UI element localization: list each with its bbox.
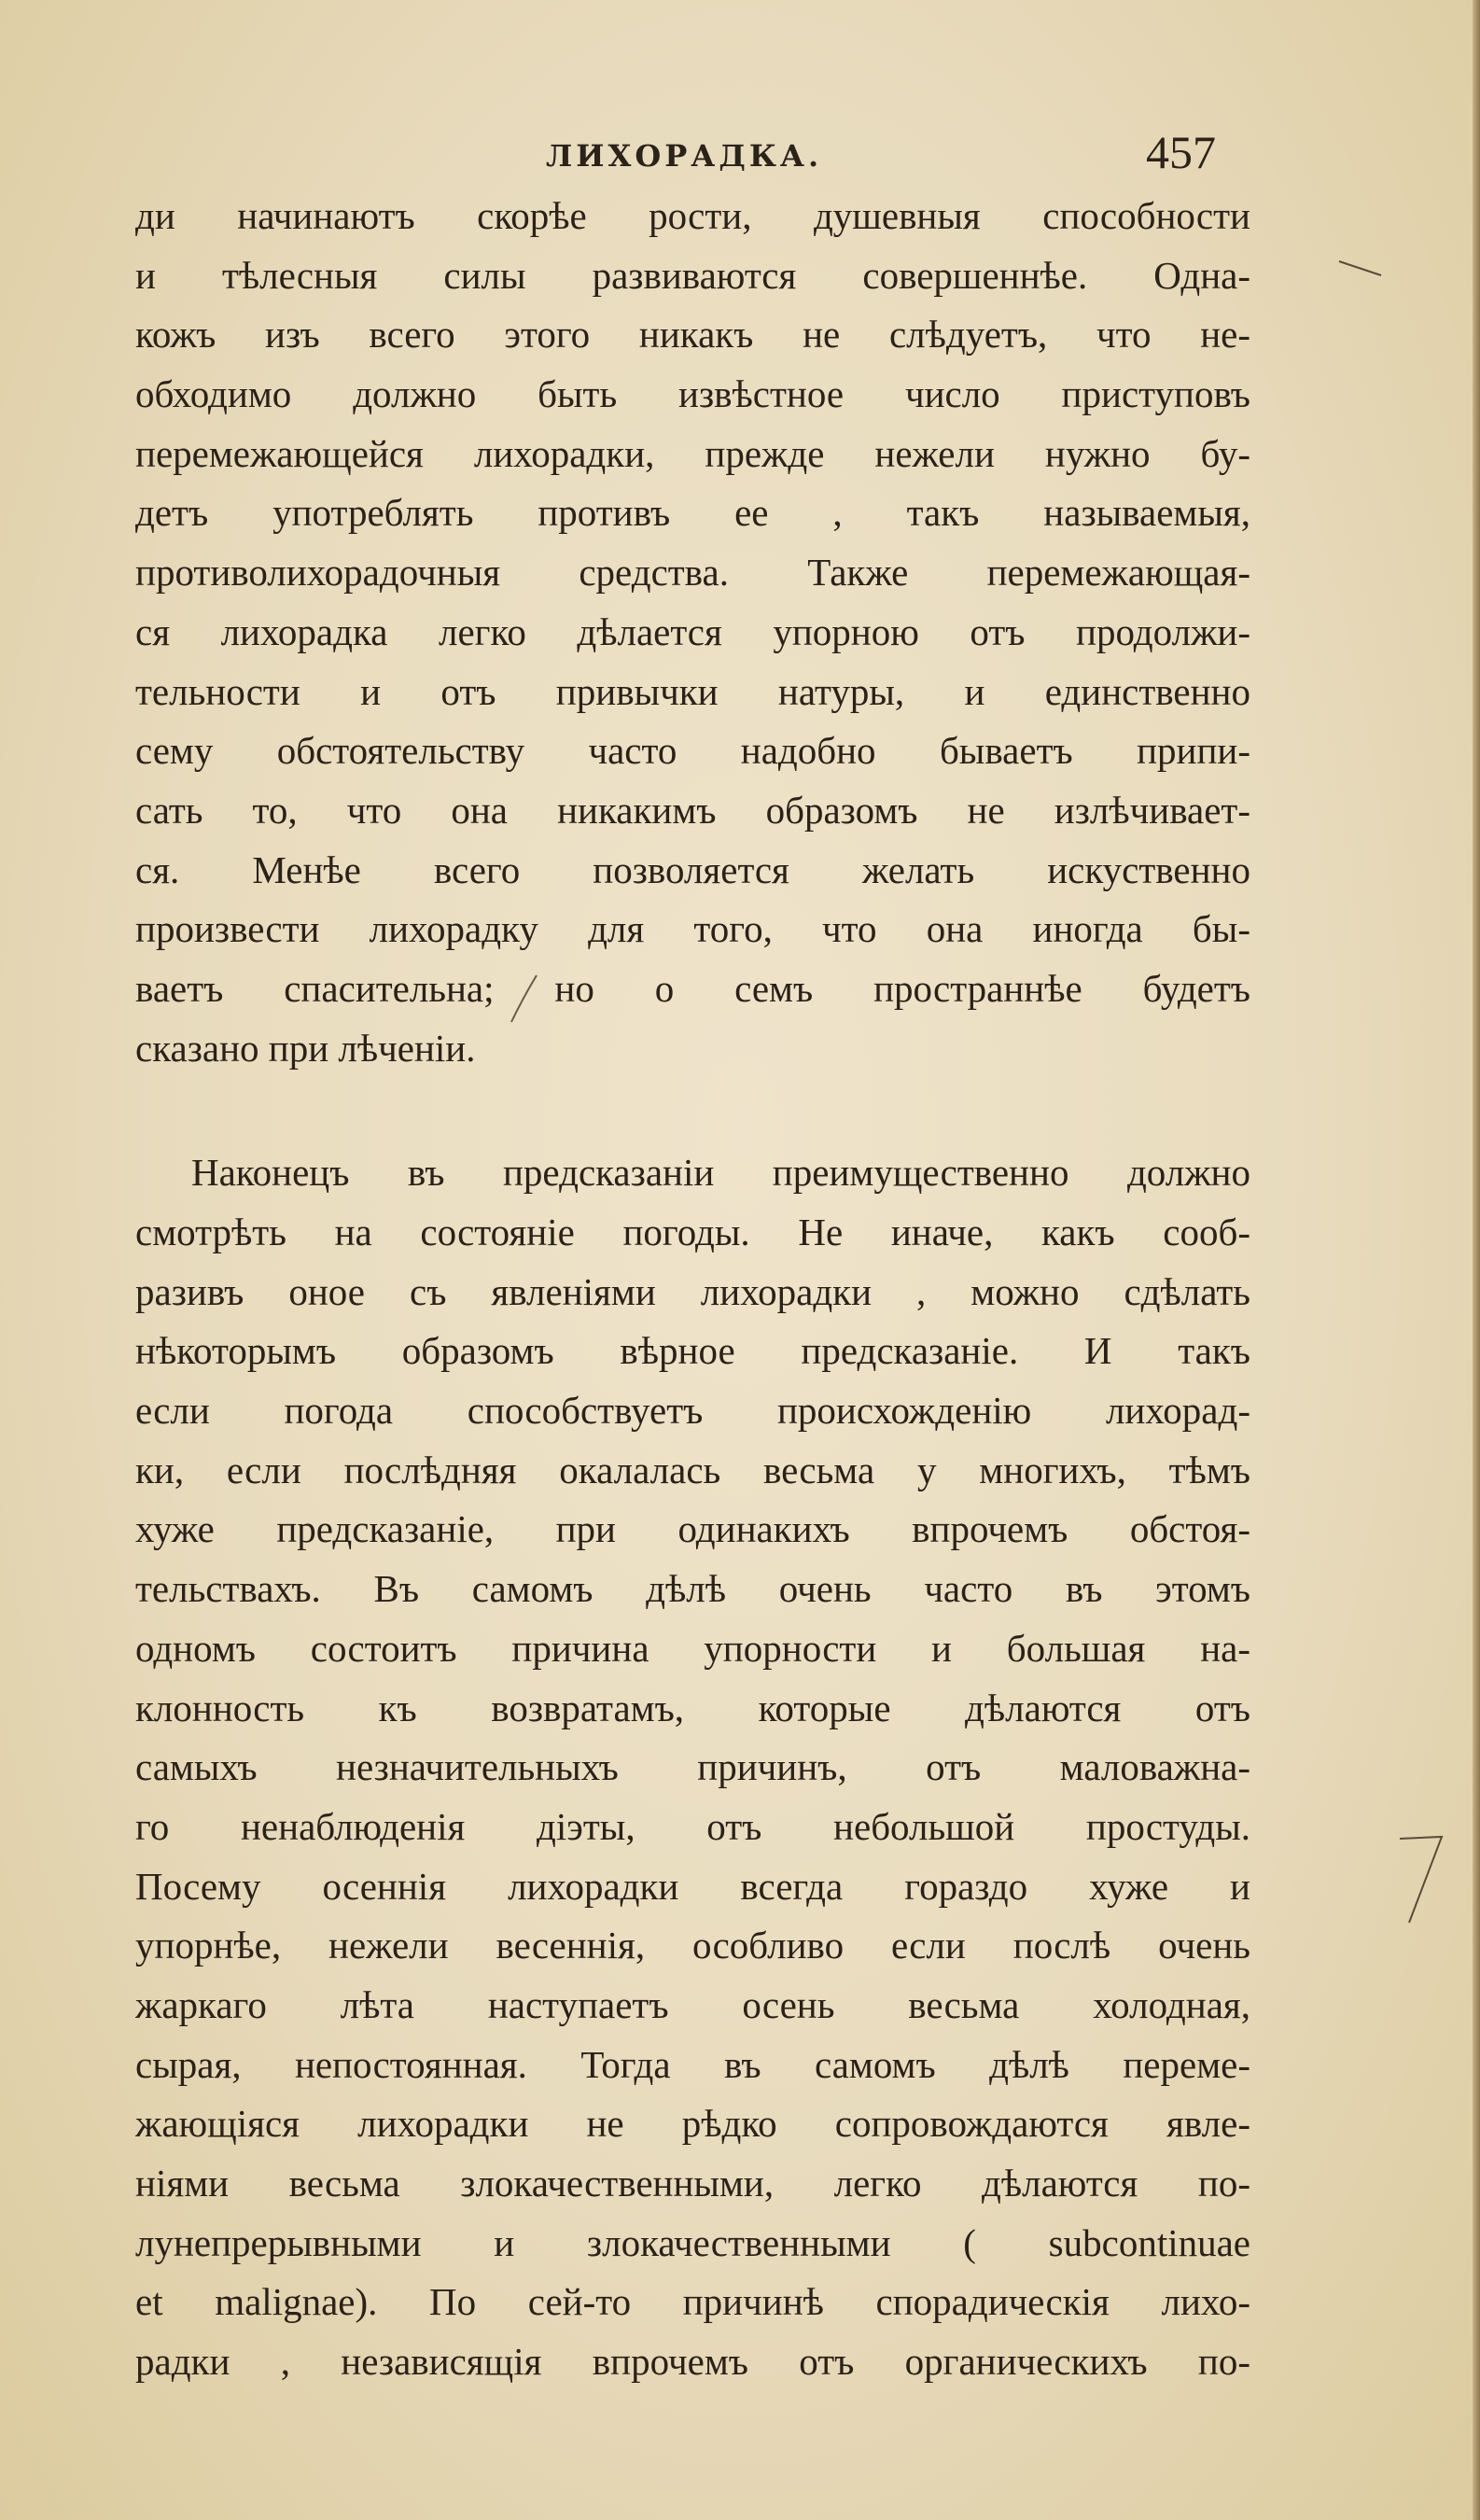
text-line: сырая, непостоянная. Тогда въ самомъ дѣлѣ переме- bbox=[135, 2042, 1250, 2086]
text-line: смотрѣть на состояніе погоды. Не иначе, какъ сооб- bbox=[135, 1211, 1250, 1253]
page-header bbox=[0, 126, 1480, 187]
text-line: сказано при лѣченіи. bbox=[135, 1026, 476, 1070]
text-line: ніями весьма злокачественными, легко дѣлаются по- bbox=[135, 2162, 1250, 2205]
text-line: жаркаго лѣта наступаетъ осень весьма холодная, bbox=[135, 1982, 1250, 2026]
text-line: ся лихорадка легко дѣлается упорною отъ продолжи- bbox=[135, 609, 1250, 653]
text-line: если погода способствуетъ происхожденію лихорад- bbox=[135, 1389, 1250, 1433]
text-line: кожъ изъ всего этого никакъ не слѣдуетъ, что не- bbox=[135, 313, 1250, 357]
text-line: хуже предсказаніе, при одинакихъ впрочемъ обстоя- bbox=[135, 1507, 1250, 1551]
text-line: и тѣлесныя силы развиваются совершеннѣе. Одна- bbox=[135, 253, 1250, 297]
text-line: ки, если послѣдняя окалалась весьма у многихъ, тѣмъ bbox=[135, 1448, 1250, 1491]
text-line: обходимо должно быть извѣстное число приступовъ bbox=[135, 372, 1250, 416]
text-line: ди начинаютъ скорѣе рости, душевныя способности bbox=[135, 194, 1250, 237]
text-line: упорнѣе, нежели весеннія, особливо если послѣ очень bbox=[135, 1924, 1250, 1967]
text-line: радки , независящія впрочемъ отъ органическихъ по- bbox=[135, 2340, 1250, 2384]
text-line: сему обстоятельству часто надобно бываетъ припи- bbox=[135, 729, 1250, 773]
text-line: ваетъ спасительна; но о семъ пространнѣе будетъ bbox=[135, 966, 1250, 1010]
text-line: противолихорадочныя средства. Также перемежающая- bbox=[135, 551, 1250, 595]
running-head: ЛИХОРАДКА. bbox=[546, 138, 823, 174]
margin-bracket-mark bbox=[1390, 1829, 1456, 1932]
text-line: тельствахъ. Въ самомъ дѣлѣ очень часто въ этомъ bbox=[135, 1567, 1250, 1611]
margin-mark bbox=[1334, 252, 1390, 289]
text-line: Наконецъ въ предсказаніи преимущественно должно bbox=[191, 1151, 1250, 1195]
text-line: Посему осеннія лихорадки всегда гораздо хуже и bbox=[135, 1864, 1250, 1908]
pencil-mark bbox=[504, 971, 541, 1027]
text-line: жающіяся лихорадки не рѣдко сопровождаются явле- bbox=[135, 2102, 1250, 2146]
text-line: перемежающейся лихорадки, прежде нежели нужно бу- bbox=[135, 431, 1250, 475]
page-number: 457 bbox=[1146, 126, 1216, 178]
text-line: ся. Менѣе всего позволяется желать искуственно bbox=[135, 847, 1250, 891]
text-line: клонность къ возвратамъ, которые дѣлаются отъ bbox=[135, 1686, 1250, 1729]
text-line: произвести лихорадку для того, что она иногда бы- bbox=[135, 907, 1250, 951]
text-line: et malignae). По сей-то причинѣ спорадическія лихо- bbox=[135, 2280, 1250, 2324]
text-line: го ненаблюденія діэты, отъ небольшой простуды. bbox=[135, 1804, 1250, 1848]
paragraph-1 bbox=[135, 187, 1250, 1078]
text-line: тельности и отъ привычки натуры, и единственно bbox=[135, 669, 1250, 713]
text-line: лунепрерывными и злокачественными ( subcontinuae bbox=[135, 2220, 1250, 2264]
paragraph-gap bbox=[135, 1078, 1250, 1143]
text-line: одномъ состоитъ причина упорности и большая на- bbox=[135, 1626, 1250, 1670]
page-edge bbox=[1473, 0, 1480, 2520]
text-line: сать то, что она никакимъ образомъ не излѣчивает- bbox=[135, 788, 1250, 832]
text-line: детъ употреблять противъ ее , такъ называемыя, bbox=[135, 491, 1250, 535]
text-line: нѣкоторымъ образомъ вѣрное предсказаніе. И такъ bbox=[135, 1329, 1250, 1373]
paragraph-2 bbox=[135, 1143, 1250, 2391]
body-text bbox=[135, 187, 1250, 2392]
text-line: самыхъ незначительныхъ причинъ, отъ маловажна- bbox=[135, 1745, 1250, 1789]
text-line: разивъ оное съ явленіями лихорадки , можно сдѣлать bbox=[135, 1269, 1250, 1313]
